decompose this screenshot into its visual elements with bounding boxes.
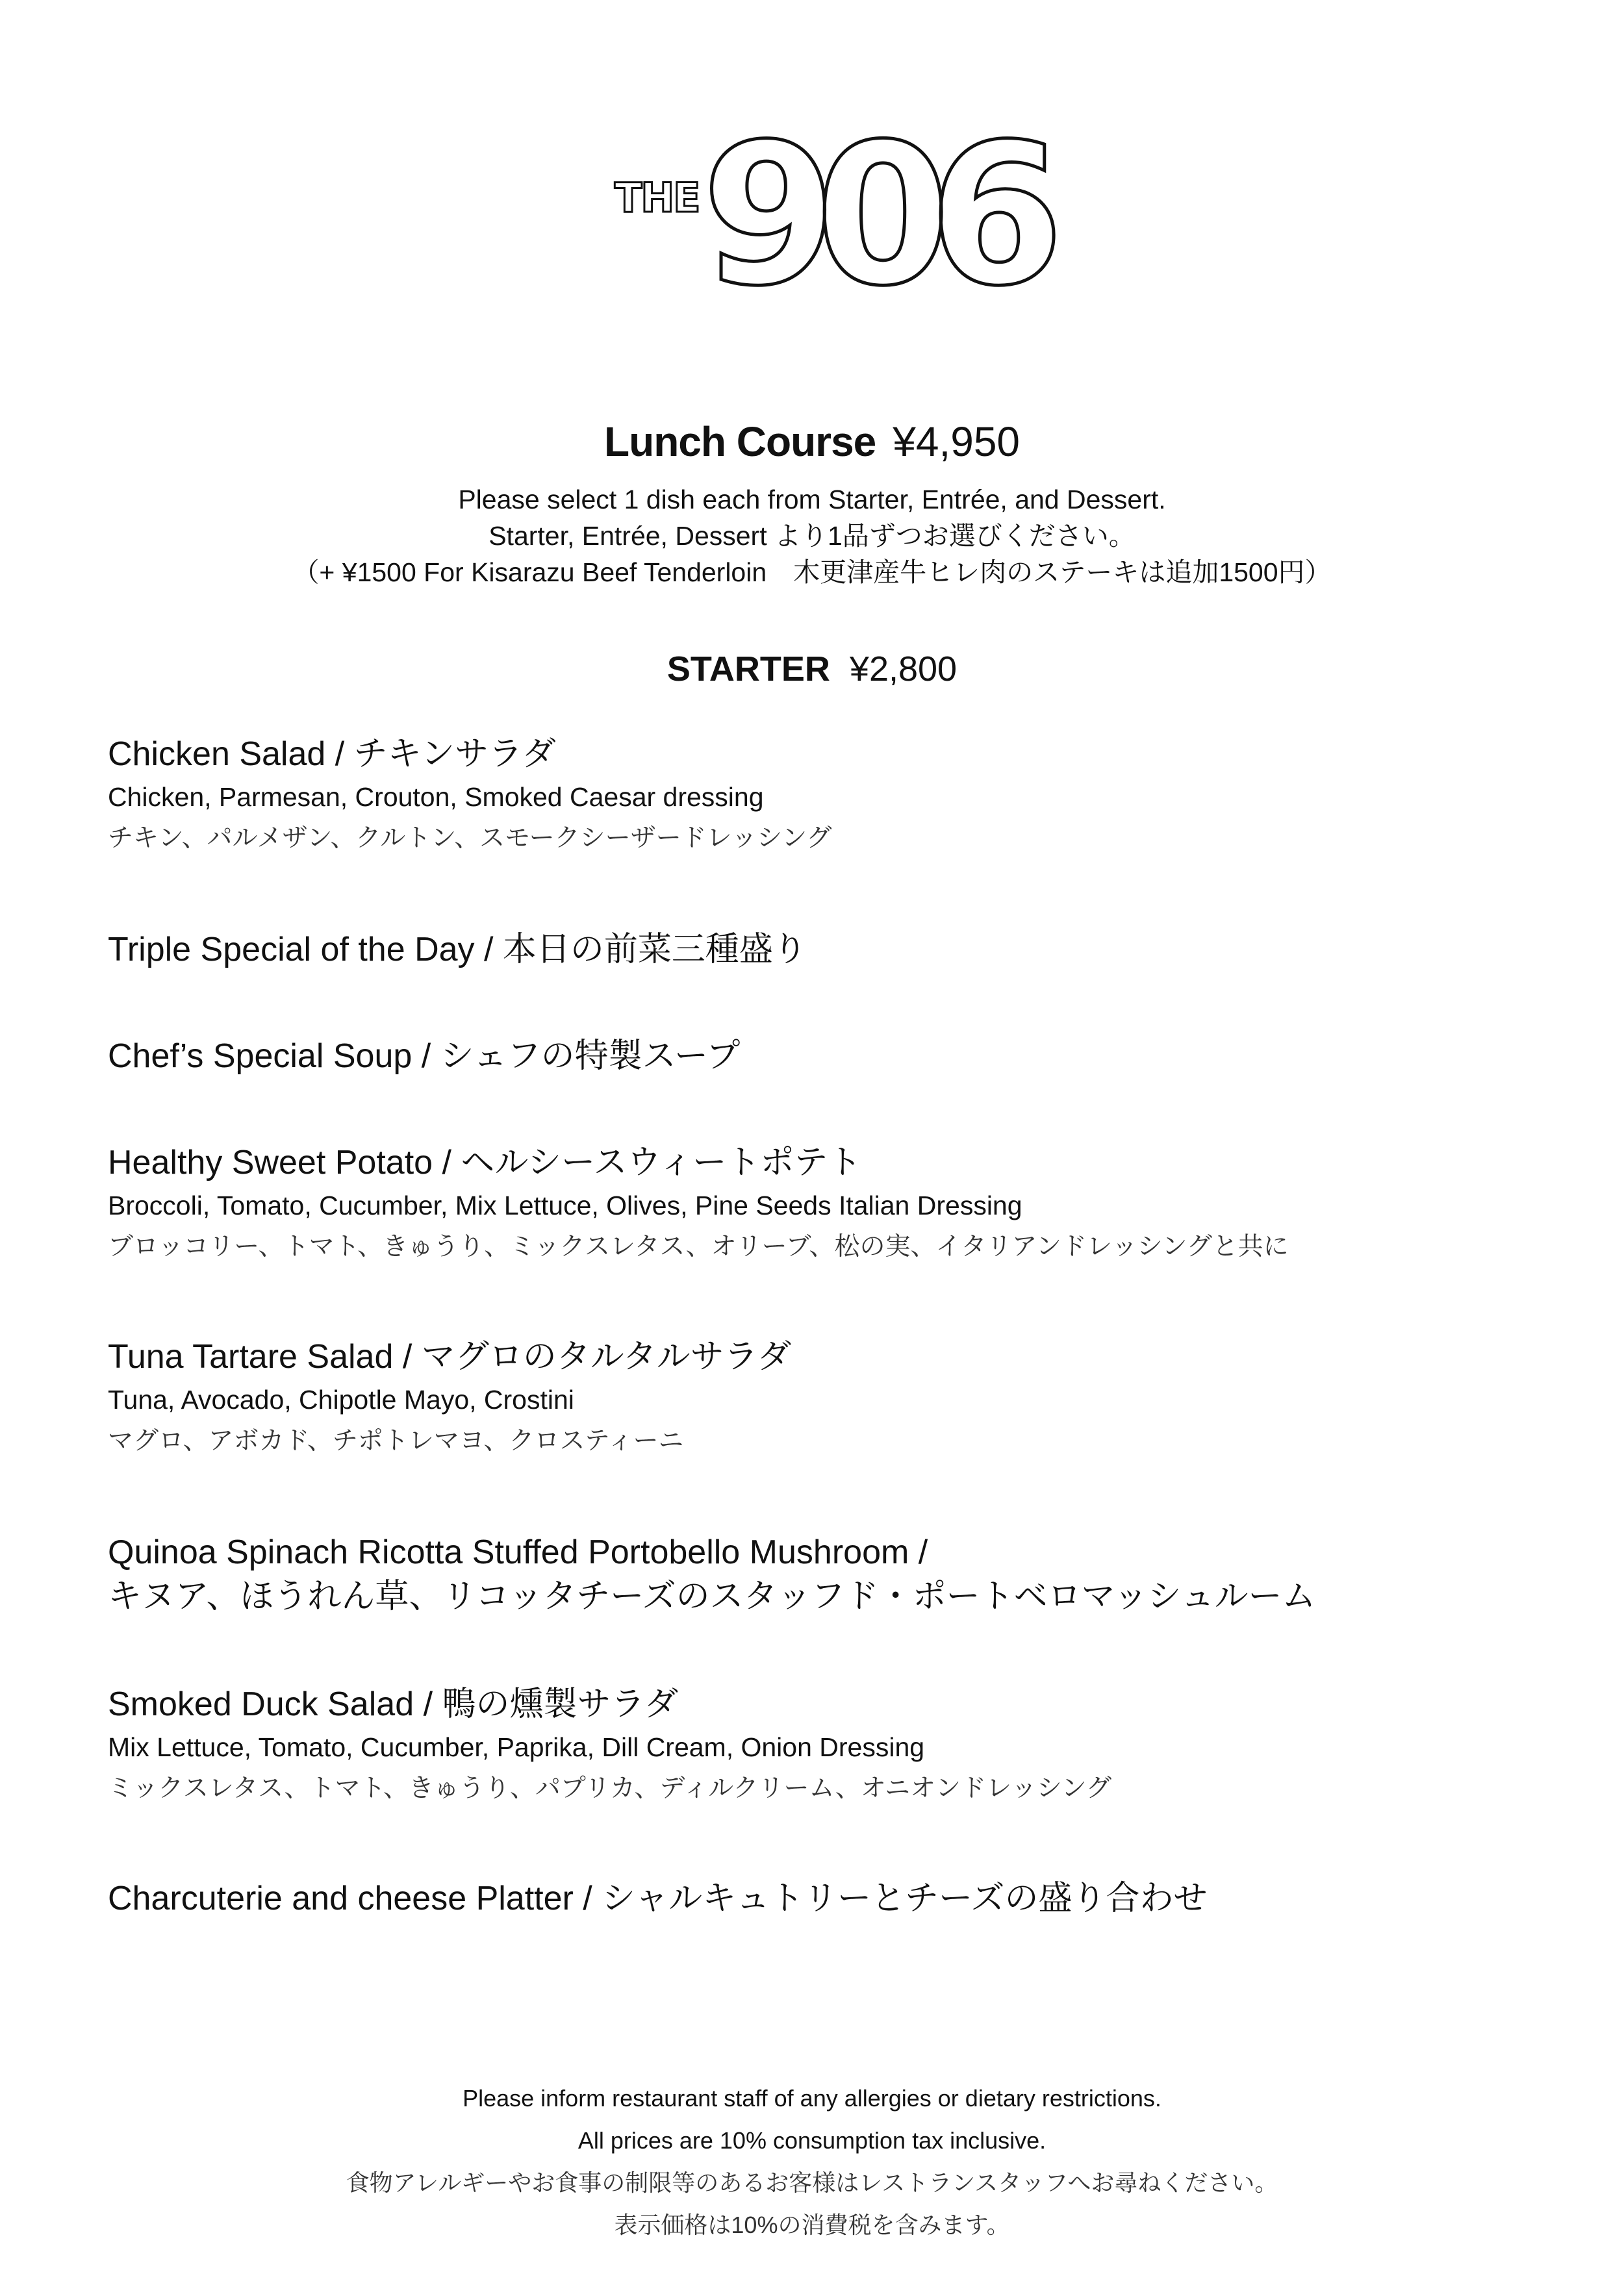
menu-item-portobello <box>108 1530 1537 1619</box>
course-note-select-en: Please select 1 dish each from Starter, Entrée, and Dessert. <box>458 485 1166 514</box>
course-note-select-jp: Starter, Entrée, Dessert より1品ずつお選びください。 <box>488 521 1136 551</box>
item-title: Chef’s Special Soup / シェフの特製スープ <box>108 1037 741 1075</box>
footer-allergy-en: Please inform restaurant staff of any allergies or dietary restrictions. <box>463 2085 1161 2112</box>
logo-prefix: THE <box>615 174 700 221</box>
item-title-jp: キヌア、ほうれん草、リコッタチーズのスタッフド・ポートベロマッシュルーム <box>108 1578 1316 1615</box>
menu-item-smoked-duck <box>108 1682 1537 1810</box>
item-description-jp: ブロッコリー、トマト、きゅうり、ミックスレタス、オリーブ、松の実、イタリアンドレッシングと共に <box>108 1233 1289 1261</box>
item-description-en: Broccoli, Tomato, Cucumber, Mix Lettuce, Olives, Pine Seeds Italian Dressing <box>108 1191 1022 1220</box>
course-title <box>0 416 1624 468</box>
logo-number: 906 <box>702 102 1043 329</box>
item-title: Healthy Sweet Potato / ヘルシースウィートポテト <box>108 1144 862 1181</box>
menu-item-charcuterie <box>108 1876 1537 1921</box>
item-description-jp: チキン、パルメザン、クルトン、スモークシーザードレッシング <box>108 824 832 852</box>
item-title: Smoked Duck Salad / 鴨の燻製サラダ <box>108 1685 678 1723</box>
item-description-jp: マグロ、アボカド、チポトレマヨ、クロスティーニ <box>108 1427 684 1455</box>
item-title: Tuna Tartare Salad / マグロのタルタルサラダ <box>108 1338 792 1376</box>
menu-item-chicken-salad <box>108 732 1537 859</box>
item-title: Quinoa Spinach Ricotta Stuffed Portobello Mushroom / <box>108 1533 928 1571</box>
item-description-en: Tuna, Avocado, Chipotle Mayo, Crostini <box>108 1385 574 1415</box>
course-name: Lunch Course <box>604 418 876 465</box>
footer-tax-en: All prices are 10% consumption tax inclusive. <box>577 2127 1047 2154</box>
footer-tax-jp: 表示価格は10%の消費税を含みます。 <box>614 2212 1010 2238</box>
section-title <box>0 646 1624 692</box>
item-title: Triple Special of the Day / 本日の前菜三種盛り <box>108 931 807 968</box>
restaurant-logo <box>611 102 1043 329</box>
item-title: Chicken Salad / チキンサラダ <box>108 735 556 773</box>
footer-allergy-jp: 食物アレルギーやお食事の制限等のあるお客様はレストランスタッフへお尋ねください。 <box>346 2169 1278 2196</box>
menu-item-triple-special <box>108 927 1537 972</box>
menu-item-sweet-potato <box>108 1141 1537 1268</box>
item-title: Charcuterie and cheese Platter / シャルキュトリーとチーズの盛り合わせ <box>108 1880 1208 1917</box>
menu-item-tuna-tartare <box>108 1335 1537 1462</box>
menu-item-special-soup <box>108 1034 1537 1078</box>
course-price: ¥4,950 <box>893 418 1020 465</box>
item-description-jp: ミックスレタス、トマト、きゅうり、パプリカ、ディルクリーム、オニオンドレッシング <box>108 1774 1111 1802</box>
section-name: STARTER <box>666 650 830 688</box>
item-description-en: Chicken, Parmesan, Crouton, Smoked Caesar dressing <box>108 782 764 812</box>
course-note-beef-upgrade: （+ ¥1500 For Kisarazu Beef Tenderloin 木更津産牛ヒレ肉のステーキは追加1500円） <box>292 557 1332 587</box>
item-description-en: Mix Lettuce, Tomato, Cucumber, Paprika, Dill Cream, Onion Dressing <box>108 1732 925 1762</box>
section-price: ¥2,800 <box>849 650 958 688</box>
